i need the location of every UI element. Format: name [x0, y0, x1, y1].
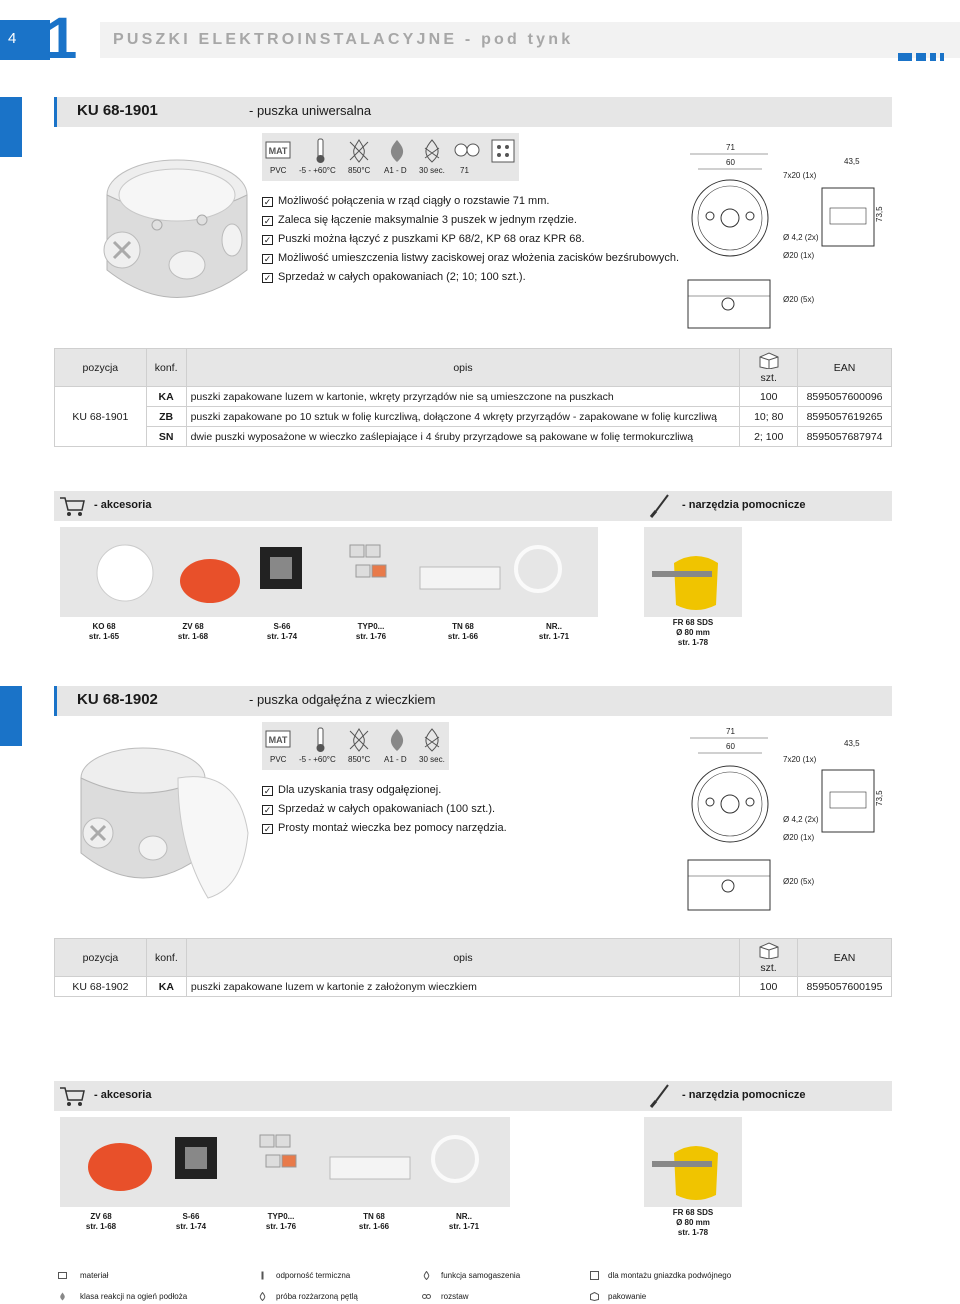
- accessory-photos-2: [60, 1117, 510, 1207]
- dim-hole-1: 7x20 (1x): [783, 171, 817, 180]
- glow-wire-icon: [419, 138, 445, 164]
- screwdriver-icon: [648, 1083, 672, 1109]
- product-bar-2: [54, 686, 892, 716]
- legend-item: materiał: [80, 1271, 109, 1280]
- chapter-number: 1: [45, 6, 78, 71]
- dim-43-5: 43,5: [844, 739, 860, 748]
- row-position: KU 68-1902: [55, 977, 147, 997]
- accessory-item[interactable]: [334, 1212, 414, 1232]
- accessory-item[interactable]: [423, 622, 503, 642]
- accessory-name: NR..: [456, 1212, 472, 1221]
- technical-drawing-1: [680, 138, 895, 333]
- accessory-name: TYP0...: [357, 622, 385, 631]
- glow-wire-icon: [258, 1292, 267, 1301]
- fire-icon: [346, 138, 372, 164]
- feature-item: ✓ Możliwość umieszczenia listwy zaciskowej oraz włożenia zacisków bezśrubowych.: [263, 252, 680, 264]
- feature-item: ✓ Zaleca się łączenie maksymalnie 3 puszek w jednym rzędzie.: [263, 214, 577, 226]
- feature-list-1: [262, 192, 679, 287]
- product-description: - puszka odgałęźna z wieczkiem: [249, 692, 436, 707]
- accessory-page: str. 1-76: [265, 1222, 297, 1231]
- cell-desc: puszki zapakowane po 10 sztuk w folię kurczliwą, dołączone 4 wkręty przyrządów - zapakowane w folię kurczliwą: [186, 407, 740, 427]
- decor-square: [930, 53, 936, 61]
- legend-item: dla montażu gniazdka podwójnego: [608, 1271, 732, 1280]
- accessories-label: - akcesoria: [94, 1089, 152, 1101]
- dim-hole-2: Ø 4,2 (2x): [783, 233, 819, 242]
- accessory-item[interactable]: [241, 1212, 321, 1232]
- label-glow: 850°C: [348, 755, 371, 764]
- tool-item[interactable]: [653, 618, 733, 648]
- flame-icon: [58, 1292, 67, 1301]
- accessory-item[interactable]: [331, 622, 411, 642]
- check-icon: ✓: [263, 197, 272, 207]
- accessory-page: str. 1-74: [266, 632, 298, 641]
- dim-hole-1: 7x20 (1x): [783, 755, 817, 764]
- accessory-page: str. 1-68: [85, 1222, 117, 1231]
- thermometer-icon: [307, 138, 333, 164]
- tool-name: FR 68 SDS: [672, 1208, 714, 1217]
- thermometer-icon: [258, 1271, 267, 1280]
- cell-conf: KA: [146, 977, 186, 997]
- cell-desc: puszki zapakowane luzem w kartonie, wkręty przyrządów nie są umieszczone na puszkach: [186, 387, 740, 407]
- col-quantity-label: szt.: [760, 962, 777, 974]
- material-icon: [265, 727, 291, 753]
- cell-ean: 8595057687974: [798, 427, 892, 447]
- dim-hole-2: Ø 4,2 (2x): [783, 815, 819, 824]
- col-quantity: [740, 939, 798, 977]
- accessory-page: str. 1-74: [175, 1222, 207, 1231]
- label-temperature: -5 - +60°C: [299, 755, 336, 764]
- product-photo-2: [58, 738, 258, 918]
- page-number: 4: [8, 30, 17, 47]
- check-icon: ✓: [263, 805, 272, 815]
- box-icon: [758, 941, 780, 959]
- properties-icons-2: [262, 722, 449, 770]
- legend-item: próba rozżarzoną pętlą: [276, 1292, 358, 1301]
- check-icon: ✓: [263, 235, 272, 245]
- technical-drawing-2: [680, 722, 895, 917]
- col-description: opis: [186, 939, 739, 977]
- spacing-icon: [422, 1292, 431, 1301]
- col-config: konf.: [146, 349, 186, 387]
- cell-qty: 2; 100: [740, 427, 798, 447]
- decor-square: [898, 53, 912, 61]
- check-icon: ✓: [263, 786, 272, 796]
- spacing-icon: [454, 138, 480, 164]
- label-material: PVC: [270, 755, 287, 764]
- cell-ean: 8595057600096: [798, 387, 892, 407]
- feature-item: ✓ Puszki można łączyć z puszkami KP 68/2, KP 68 oraz KPR 68.: [263, 233, 585, 245]
- product-bar-1: [54, 97, 892, 127]
- mat-text: MAT: [268, 146, 288, 156]
- tools-label: - narzędzia pomocnicze: [682, 499, 806, 511]
- product-description: - puszka uniwersalna: [249, 103, 372, 118]
- accessory-name: TN 68: [452, 622, 474, 631]
- feature-item: ✓ Możliwość połączenia w rząd ciągły o rozstawie 71 mm.: [263, 195, 550, 207]
- tool-size: Ø 80 mm: [676, 628, 710, 637]
- feature-list-2: [262, 781, 507, 838]
- table-row: [55, 977, 892, 997]
- label-glow: 850°C: [348, 166, 371, 175]
- col-position: pozycja: [55, 939, 147, 977]
- row-position: KU 68-1901: [55, 387, 147, 447]
- accessory-item[interactable]: [514, 622, 594, 642]
- cell-qty: 100: [740, 977, 798, 997]
- accessory-page: str. 1-65: [88, 632, 120, 641]
- screwdriver-icon: [648, 493, 672, 519]
- accessory-name: TYP0...: [267, 1212, 295, 1221]
- dim-71: 71: [726, 727, 735, 736]
- decor-square: [940, 53, 944, 61]
- dim-60: 60: [726, 742, 735, 751]
- tool-name: FR 68 SDS: [672, 618, 714, 627]
- cell-conf: KA: [146, 387, 186, 407]
- legend-item: rozstaw: [441, 1292, 469, 1301]
- cell-desc: puszki zapakowane luzem w kartonie z założonym wieczkiem: [186, 977, 739, 997]
- material-icon: [265, 138, 291, 164]
- tools-label: - narzędzia pomocnicze: [682, 1089, 806, 1101]
- dim-hole-3: Ø20 (1x): [783, 833, 815, 842]
- product-code: KU 68-1902: [77, 691, 158, 708]
- label-time: 30 sec.: [419, 755, 445, 764]
- mat-text: MAT: [268, 735, 288, 745]
- check-icon: ✓: [263, 216, 272, 226]
- cell-conf: ZB: [146, 407, 186, 427]
- label-class: A1 - D: [384, 755, 407, 764]
- double-socket-icon: [490, 138, 516, 164]
- accessory-images: [60, 527, 598, 617]
- check-icon: ✓: [263, 254, 272, 264]
- table-row: [55, 407, 892, 427]
- accessories-bar-2: [54, 1081, 892, 1111]
- label-time: 30 sec.: [419, 166, 445, 175]
- dim-73-5: 73,5: [875, 790, 884, 806]
- accessory-name: ZV 68: [90, 1212, 112, 1221]
- product-code: KU 68-1901: [77, 102, 158, 119]
- accessory-page: str. 1-66: [447, 632, 479, 641]
- accessory-item[interactable]: [64, 622, 144, 642]
- properties-icons-1: [262, 133, 519, 181]
- drill-bit-image: [644, 1117, 742, 1207]
- accessory-item[interactable]: [242, 622, 322, 642]
- material-icon: [58, 1271, 67, 1280]
- dim-hole-3: Ø20 (1x): [783, 251, 815, 260]
- legend-item: funkcja samogaszenia: [441, 1271, 521, 1280]
- col-ean: EAN: [797, 939, 891, 977]
- cell-ean: 8595057619265: [798, 407, 892, 427]
- tool-photo-1: [644, 527, 742, 617]
- tool-page: str. 1-78: [677, 638, 709, 647]
- accessory-page: str. 1-71: [538, 632, 570, 641]
- drill-bit-image: [644, 527, 742, 617]
- dim-hole-4: Ø20 (5x): [783, 295, 815, 304]
- accessory-name: ZV 68: [182, 622, 204, 631]
- feature-item: ✓ Sprzedaż w całych opakowaniach (2; 10; 100 szt.).: [263, 271, 526, 283]
- table-row: [55, 387, 892, 407]
- dim-60: 60: [726, 158, 735, 167]
- accessory-name: S-66: [182, 1212, 200, 1221]
- dim-43-5: 43,5: [844, 157, 860, 166]
- cell-qty: 10; 80: [740, 407, 798, 427]
- cart-icon: [58, 494, 86, 518]
- label-material: PVC: [270, 166, 287, 175]
- product-photo-1: [62, 140, 252, 330]
- accessory-item[interactable]: [151, 1212, 231, 1232]
- legend-item: klasa reakcji na ogień podłoża: [80, 1292, 188, 1301]
- label-class: A1 - D: [384, 166, 407, 175]
- flame-icon: [384, 138, 410, 164]
- accessory-photos-1: [60, 527, 598, 617]
- accessory-item[interactable]: [61, 1212, 141, 1232]
- accessory-page: str. 1-76: [355, 632, 387, 641]
- dim-73-5: 73,5: [875, 206, 884, 222]
- accessory-name: KO 68: [92, 622, 116, 631]
- accessory-images: [60, 1117, 510, 1207]
- tool-page: str. 1-78: [677, 1228, 709, 1237]
- check-icon: ✓: [263, 273, 272, 283]
- dim-hole-4: Ø20 (5x): [783, 877, 815, 886]
- accessory-item[interactable]: [424, 1212, 504, 1232]
- accessory-name: S-66: [273, 622, 291, 631]
- col-description: opis: [186, 349, 740, 387]
- legend-item: pakowanie: [608, 1292, 647, 1301]
- glow-wire-icon: [419, 727, 445, 753]
- col-ean: EAN: [798, 349, 892, 387]
- col-position: pozycja: [55, 349, 147, 387]
- accessories-bar-1: [54, 491, 892, 521]
- spec-table-2: [54, 938, 892, 997]
- box-icon: [758, 351, 780, 369]
- box-icon: [590, 1292, 599, 1301]
- label-temperature: -5 - +60°C: [299, 166, 336, 175]
- feature-item: ✓ Dla uzyskania trasy odgałęzionej.: [263, 784, 442, 796]
- cart-icon: [58, 1084, 86, 1108]
- decor-square: [916, 53, 926, 61]
- dim-71: 71: [726, 143, 735, 152]
- col-quantity: [740, 349, 798, 387]
- col-quantity-label: szt.: [760, 372, 777, 384]
- accessory-page: str. 1-71: [448, 1222, 480, 1231]
- tool-item[interactable]: [653, 1208, 733, 1238]
- flame-icon: [384, 727, 410, 753]
- table-row: [55, 427, 892, 447]
- feature-item: ✓ Sprzedaż w całych opakowaniach (100 szt.).: [263, 803, 496, 815]
- fire-icon: [346, 727, 372, 753]
- cell-qty: 100: [740, 387, 798, 407]
- accessory-item[interactable]: [153, 622, 233, 642]
- section-marker: [0, 686, 22, 746]
- tool-size: Ø 80 mm: [676, 1218, 710, 1227]
- fire-icon: [422, 1271, 431, 1280]
- accessory-name: NR..: [546, 622, 562, 631]
- accessory-page: str. 1-68: [177, 632, 209, 641]
- check-icon: ✓: [263, 824, 272, 834]
- accessory-page: str. 1-66: [358, 1222, 390, 1231]
- col-config: konf.: [146, 939, 186, 977]
- label-spacing: 71: [460, 166, 469, 175]
- chapter-title: PUSZKI ELEKTROINSTALACYJNE - pod tynk: [113, 31, 574, 48]
- accessory-name: TN 68: [363, 1212, 385, 1221]
- feature-item: ✓ Prosty montaż wieczka bez pomocy narzędzia.: [263, 822, 507, 834]
- cell-ean: 8595057600195: [797, 977, 891, 997]
- spec-table-1: [54, 348, 892, 447]
- tool-photo-2: [644, 1117, 742, 1207]
- section-marker: [0, 97, 22, 157]
- thermometer-icon: [307, 727, 333, 753]
- cell-desc: dwie puszki wyposażone w wieczko zaślepiające i 4 śruby przyrządowe są pakowane w folię termokurczliwą: [186, 427, 740, 447]
- double-socket-icon: [590, 1271, 599, 1280]
- accessories-label: - akcesoria: [94, 499, 152, 511]
- cell-conf: SN: [146, 427, 186, 447]
- page-header: [0, 0, 960, 78]
- legend-item: odporność termiczna: [276, 1271, 351, 1280]
